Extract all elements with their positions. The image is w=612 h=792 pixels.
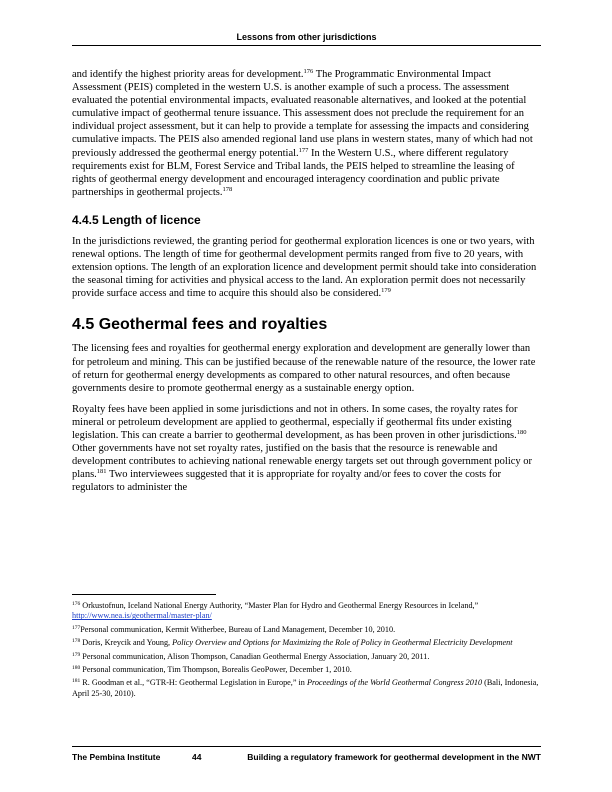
page-footer [72,746,541,762]
footnote-180: $^{180}$ Personal communication, Tim Thompson, Borealis GeoPower, December 1, 2010. [72,665,352,675]
footnote-ref-176[interactable]: 176 [303,68,314,75]
footnote-ref-179[interactable]: 179 [381,287,391,295]
footer-report-title: Building a regulatory framework for geothermal development in the NWT [247,752,541,762]
paragraph-licence-length: In the jurisdictions reviewed, the granting period for geothermal exploration licences is one or two years, with renewal options. The length of time for geothermal development permits ranged from five to 20 years, with extension options. The length of an exploration licence and development permit should take into consideration the seasonal timing for activities and physical access to the land. An exploration permit does not necessarily provide surface access and time to acquire this should also be considered.$^{179}$ [72,235,537,300]
footnote-176: $^{176}$ Orkustofnun, Iceland National Energy Authority, “Master Plan for Hydro and Geothermal Energy Resources in Iceland,” http://www.nea.is/geothermal/master-plan/ [72,601,479,621]
footnote-177: $^{177}$Personal communication, Kermit Witherbee, Bureau of Land Management, December 10, 2010. [72,624,396,634]
page-body [72,68,541,502]
section-heading-4-4-5: 4.4.5 Length of licence [72,212,201,227]
footnote-179: $^{179}$ Personal communication, Alison Thompson, Canadian Geothermal Energy Association, January 20, 2011. [72,651,430,661]
paragraph-fees-royalties: The licensing fees and royalties for geothermal energy exploration and development are generally lower than for petroleum and mining. This can be justified because of the renewable nature of the resource, the lower rate of return for geothermal energy developments as compared to other natural resources, and often because governments desire to promote geothermal energy as a sustainable energy option. [72,343,536,394]
footnote-divider [72,594,216,595]
footnote-ref-180[interactable]: 180 [516,428,527,436]
footnote-ref-178[interactable]: 178 [222,185,233,193]
footnote-link[interactable]: http://www.nea.is/geothermal/master-plan/ [72,611,212,621]
footnote-178: $^{178}$ Doris, Kreycik and Young, Policy Overview and Options for Maximizing the Role of Policy in Geothermal Electricity Development [72,638,513,648]
section-heading-4-5: 4.5 Geothermal fees and royalties [72,316,328,334]
footnote-ref-181[interactable]: 181 [96,468,107,476]
footer-organization: The Pembina Institute [72,752,161,762]
running-header: Lessons from other jurisdictions [72,32,541,46]
footnotes [72,594,541,702]
footnote-181: $^{181}$ R. Goodman et al., “GTR-H: Geothermal Legislation in Europe,” in Proceedings of the World Geothermal Congress 2010 (Bali, Indonesia, April 25-30, 2010). [72,678,539,698]
paragraph-peis: and identify the highest priority areas for development.$^{176}$ The Programmatic Environmental Impact Assessment (PEIS) completed in the western U.S. is another example of such a process. The assessment evaluated the potential environmental impacts, evaluated reasonable alternatives, and looked at the potential cumulative impact of geothermal tenure issuance. This assessment does not preclude the requirement for an individual project assessment, but it can help to provide a template for assessing the impacts and considering cumulative impacts. The PEIS also amended regional land use plans in western states, many of which had not previously addressed the geothermal energy potential.$^{177}$ In the Western U.S., where different regulatory requirements exist for BLM, Forest Service and Tribal lands, the PEIS helped to streamline the leasing of rights of geothermal energy development and encouraged interagency coordination and public private partnerships in geothermal projects.$^{178}$ [72,68,533,198]
paragraph-royalty-fees: Royalty fees have been applied in some jurisdictions and not in others. In some cases, the royalty rates for mineral or petroleum development are applied to geothermal, especially if geothermal fits under existing legislation. This can create a barrier to geothermal development, as has been proven in other jurisdictions.$^{180}$ Other governments have not set royalty rates, justified on the basis that the resource is renewable and development contributes to achieving national renewable energy targets set out through government policy or plans.$^{181}$ Two interviewees suggested that it is appropriate for royalty and/or fees to cover the costs for regulators to administer the [72,403,533,494]
page-number: 44 [192,752,202,762]
footnote-ref-177[interactable]: 177 [298,146,309,154]
